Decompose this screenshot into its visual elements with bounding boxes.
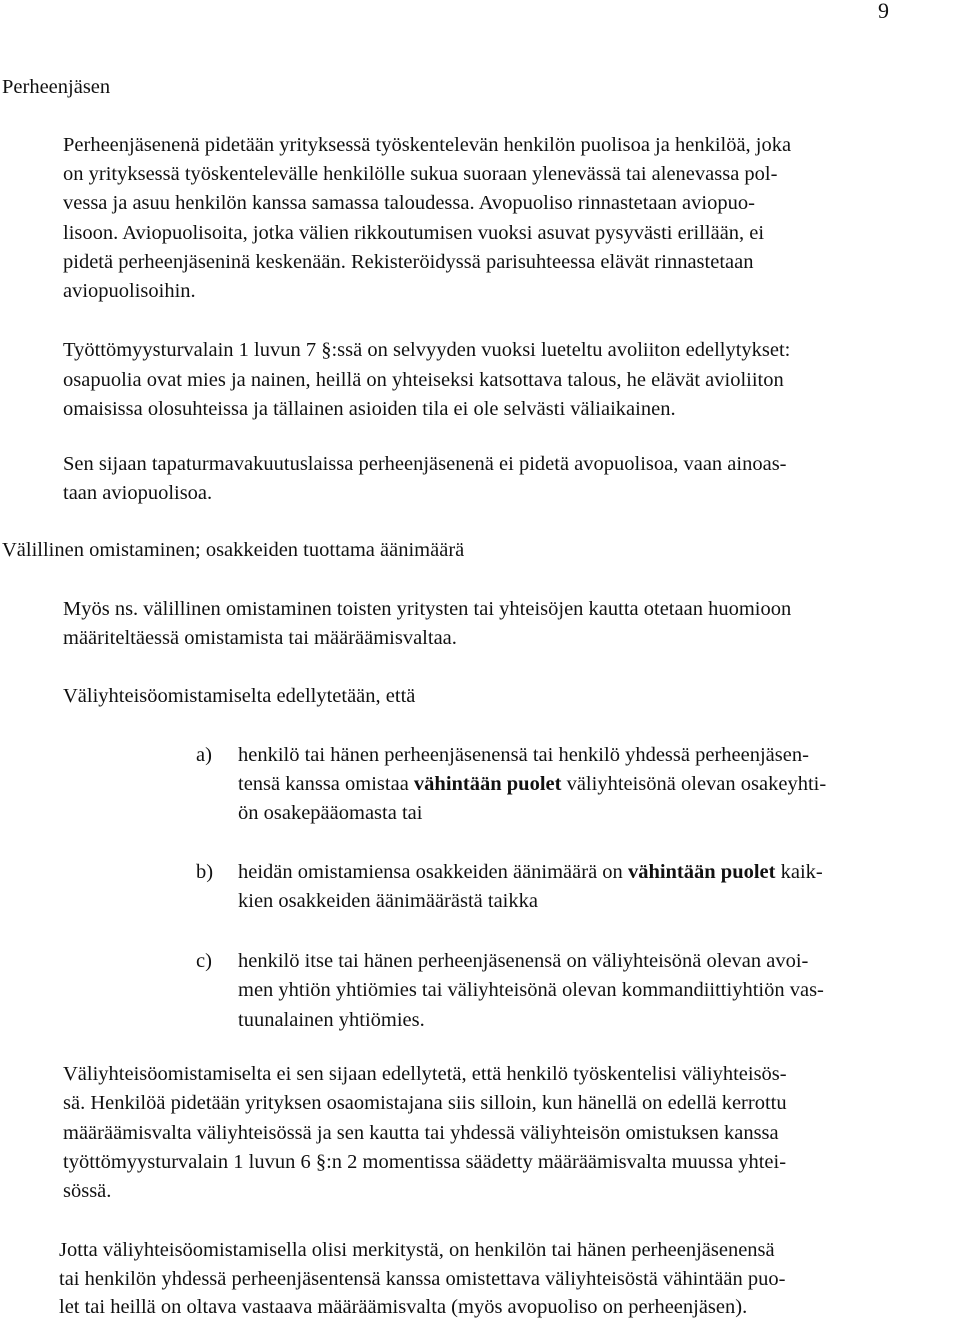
text-line: henkilö tai hänen perheenjäsenensä tai henkilö yhdessä perheenjäsen- (238, 744, 809, 766)
text-line: pidetä perheenjäseninä keskenään. Rekisteröidyssä parisuhteessa elävät rinnastetaan (63, 251, 754, 273)
text-line: aviopuolisoihin. (63, 280, 196, 302)
text-line: sä. Henkilöä pidetään yrityksen osaomistajana siis silloin, kun hänellä on edellä kerrottu (63, 1092, 787, 1114)
text-line: Perheenjäsenenä pidetään yrityksessä työskentelevän henkilön puolisoa ja henkilöä, joka (63, 134, 792, 156)
text-line: henkilö itse tai hänen perheenjäsenensä on väliyhteisönä olevan avoi- (238, 950, 809, 972)
text-line: tuunalainen yhtiömies. (238, 1009, 425, 1031)
page-number: 9 (878, 0, 889, 23)
text-line: tensä kanssa omistaa vähintään puolet väliyhteisönä olevan osakeyhti- (238, 773, 827, 795)
text-line: Työttömyysturvalain 1 luvun 7 §:ssä on selvyyden vuoksi lueteltu avoliiton edellytykset: (63, 339, 791, 361)
text-line: ön osakepääomasta tai (238, 802, 423, 824)
text-line: on yrityksessä työskentelevälle henkilölle sukua suoraan ylenevässä tai alenevassa pol- (63, 163, 778, 185)
emphasis: vähintään puolet (413, 773, 562, 795)
text-line: Jotta väliyhteisöomistamisella olisi merkitystä, on henkilön tai hänen perheenjäsenensä (59, 1239, 775, 1261)
text-line: osapuolia ovat mies ja nainen, heillä on yhteiseksi katsottava talous, he elävät avioliiton (63, 369, 784, 391)
section-heading-perheenjasen: Perheenjäsen (2, 76, 111, 98)
text-line: Myös ns. välillinen omistaminen toisten yritysten tai yhteisöjen kautta otetaan huomioon (63, 598, 792, 620)
text-line: sössä. (63, 1180, 112, 1202)
emphasis: vähintään puolet (627, 861, 776, 883)
text-line: let tai heillä on oltava vastaava määräämisvalta (myös avopuoliso on perheenjäsen). (59, 1296, 748, 1318)
text-line: taan aviopuolisoa. (63, 482, 213, 504)
text-line: omaisissa olosuhteissa ja tällainen asioiden tila ei ole selvästi väliaikainen. (63, 398, 676, 420)
text-line: Väliyhteisöomistamiselta ei sen sijaan edellytetä, että henkilö työskentelisi väliyhteisös- (63, 1063, 787, 1085)
list-item-label: b) (196, 861, 214, 883)
section-heading-valillinen-omistaminen: Välillinen omistaminen; osakkeiden tuottama äänimäärä (2, 539, 465, 561)
list-item-label: c) (196, 950, 212, 972)
text-line: tai henkilön yhdessä perheenjäsentensä kanssa omistettava väliyhteisöstä vähintään puo- (59, 1268, 786, 1290)
text-line: lisoon. Aviopuolisoita, jotka välien rikkoutumisen vuoksi asuvat pysyvästi erillään, ei (63, 222, 765, 244)
paragraph-edellytys-intro: Väliyhteisöomistamiselta edellytetään, että (63, 685, 416, 707)
text-line: määräämisvalta väliyhteisössä ja sen kautta tai yhdessä väliyhteisön omistuksen kanssa (63, 1122, 779, 1144)
text-line: heidän omistamiensa osakkeiden äänimäärä on vähintään puolet kaik- (238, 861, 823, 883)
text-line: vessa ja asuu henkilön kanssa samassa taloudessa. Avopuoliso rinnastetaan aviopuo- (63, 192, 755, 214)
text-line: työttömyysturvalain 1 luvun 6 §:n 2 momentissa säädetty määräämisvalta muussa yhtei- (63, 1151, 787, 1173)
list-item-label: a) (196, 744, 212, 766)
text-line: Sen sijaan tapaturmavakuutuslaissa perheenjäsenenä ei pidetä avopuolisoa, vaan ainoas- (63, 453, 787, 475)
text-line: määriteltäessä omistamista tai määräämisvaltaa. (63, 627, 457, 649)
text-line: men yhtiön yhtiömies tai väliyhteisönä olevan kommandiittiyhtiön vas- (238, 979, 824, 1001)
text-line: kien osakkeiden äänimäärästä taikka (238, 890, 538, 912)
